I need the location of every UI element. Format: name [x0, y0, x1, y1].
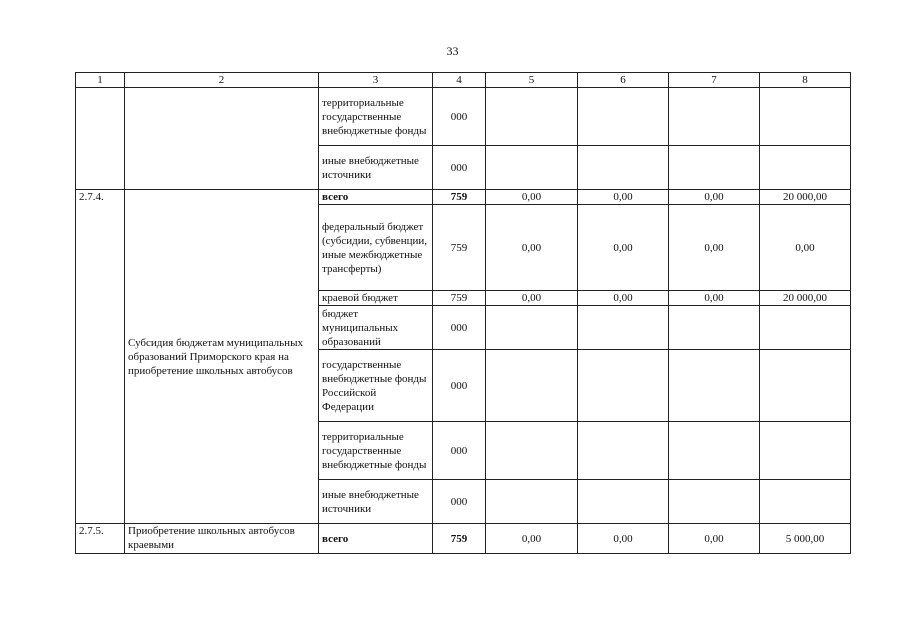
value-cell: 20 000,00: [760, 291, 851, 306]
item-name: Субсидия бюджетам муниципальных образований Приморского края на приобретение школьных автобусов: [125, 190, 319, 524]
source-cell: бюджет муниципальных образований: [319, 306, 433, 350]
code-cell: [76, 88, 125, 190]
value-cell: [578, 422, 669, 480]
header-cell: 4: [433, 73, 486, 88]
source-cell: территориальные государственные внебюджетные фонды: [319, 88, 433, 146]
header-cell: 1: [76, 73, 125, 88]
value-cell: [669, 88, 760, 146]
source-cell: иные внебюджетные источники: [319, 146, 433, 190]
value-cell: [578, 306, 669, 350]
header-cell: 2: [125, 73, 319, 88]
value-cell: 0,00: [486, 524, 578, 554]
value-cell: [669, 350, 760, 422]
header-cell: 6: [578, 73, 669, 88]
value-cell: [578, 88, 669, 146]
value-cell: 0,00: [486, 291, 578, 306]
value-cell: [760, 422, 851, 480]
value-cell: [760, 350, 851, 422]
value-cell: [486, 422, 578, 480]
source-cell: всего: [319, 190, 433, 205]
table-row: [76, 88, 851, 146]
table-row: [76, 524, 851, 554]
name-cell: [125, 88, 319, 190]
header-cell: 3: [319, 73, 433, 88]
value-cell: 0,00: [578, 205, 669, 291]
kbk-cell: 759: [433, 524, 486, 554]
kbk-cell: 000: [433, 422, 486, 480]
value-cell: 0,00: [486, 190, 578, 205]
value-cell: [760, 146, 851, 190]
item-name: Приобретение школьных автобусов краевыми: [125, 524, 319, 554]
value-cell: [486, 480, 578, 524]
value-cell: [760, 480, 851, 524]
kbk-cell: 000: [433, 146, 486, 190]
source-cell: федеральный бюджет (субсидии, субвенции, иные межбюджетные трансферты): [319, 205, 433, 291]
value-cell: [486, 350, 578, 422]
value-cell: [669, 146, 760, 190]
kbk-cell: 759: [433, 291, 486, 306]
value-cell: 0,00: [669, 190, 760, 205]
header-cell: 7: [669, 73, 760, 88]
source-cell: территориальные государственные внебюджетные фонды: [319, 422, 433, 480]
kbk-cell: 000: [433, 480, 486, 524]
page-number: 33: [446, 44, 459, 58]
kbk-cell: 000: [433, 88, 486, 146]
value-cell: [578, 350, 669, 422]
value-cell: [669, 306, 760, 350]
value-cell: 0,00: [669, 524, 760, 554]
value-cell: [669, 480, 760, 524]
kbk-cell: 000: [433, 350, 486, 422]
value-cell: [760, 306, 851, 350]
value-cell: 20 000,00: [760, 190, 851, 205]
value-cell: 0,00: [669, 291, 760, 306]
value-cell: [669, 422, 760, 480]
kbk-cell: 759: [433, 190, 486, 205]
value-cell: 0,00: [578, 524, 669, 554]
value-cell: 5 000,00: [760, 524, 851, 554]
value-cell: [578, 480, 669, 524]
kbk-cell: 759: [433, 205, 486, 291]
value-cell: [486, 146, 578, 190]
value-cell: [486, 306, 578, 350]
value-cell: 0,00: [578, 291, 669, 306]
value-cell: [578, 146, 669, 190]
table-row: [76, 190, 851, 205]
item-code: 2.7.4.: [76, 190, 125, 524]
source-cell: краевой бюджет: [319, 291, 433, 306]
source-cell: государственные внебюджетные фонды Российской Федерации: [319, 350, 433, 422]
value-cell: 0,00: [669, 205, 760, 291]
header-cell: 5: [486, 73, 578, 88]
value-cell: [760, 88, 851, 146]
header-cell: 8: [760, 73, 851, 88]
value-cell: [486, 88, 578, 146]
value-cell: 0,00: [578, 190, 669, 205]
value-cell: 0,00: [760, 205, 851, 291]
header-row: [76, 73, 851, 88]
source-cell: иные внебюджетные источники: [319, 480, 433, 524]
value-cell: 0,00: [486, 205, 578, 291]
budget-table: [75, 72, 851, 554]
item-code: 2.7.5.: [76, 524, 125, 554]
source-cell: всего: [319, 524, 433, 554]
kbk-cell: 000: [433, 306, 486, 350]
